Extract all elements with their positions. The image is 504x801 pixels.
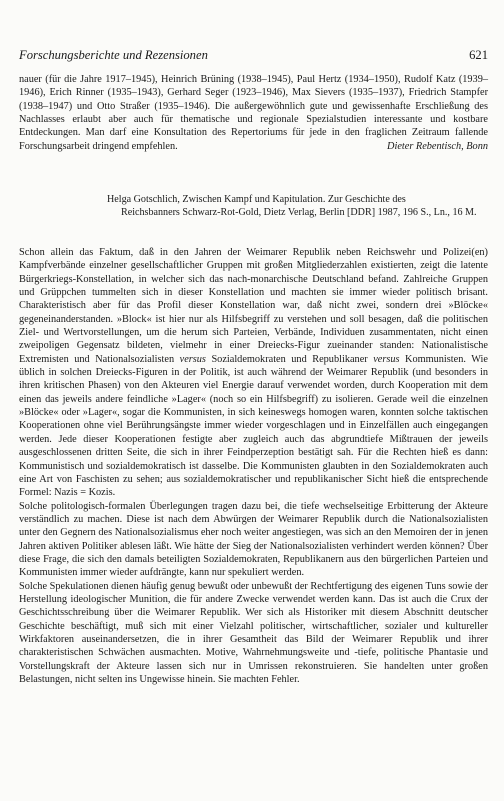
body-paragraph-3: Solche Spekulationen dienen häufig genug bewußt oder unbewußt der Rechtfertigung des eigenen Tuns sowie der Herstellung ideologischer Munition, die für andere Zwecke verwendet werden kann. Das ist auch die Crux der Geschichtsschreibung über die Weimarer Republik. Wer sich als Historiker mit diesem Abschnitt deutscher Geschichte beschäftigt, muß sich mit einer Vielzahl politischer, wirtschaftlicher, sozialer und kultureller Wirkfaktoren auseinandersetzen, die in ihrer Gesamtheit das Bild der Weimarer Republik und ihrer charakteristischen Schwächen ausmachten. Motive, Wahrnehmungsweite und -tiefe, politische Phantasie und Vorstellungskraft der Akteure lassen sich nur in Umrissen rekonstruieren. Sie handelten unter großen Belastungen, nicht selten ins Ungewisse hinein. Sie machten Fehler. [19, 580, 488, 685]
citation-rest: Reichsbanners Schwarz-Rot-Gold, Dietz Verlag, Berlin [DDR] 1987, 196 S., Ln., 16 M. [121, 207, 477, 219]
body-text: Schon allein das Faktum, daß in den Jahren der Weimarer Republik neben Reichswehr und Polizei(en) Kampfverbände einzelner gesellschaftlicher Gruppen mit großen Mitgliederzahlen existierten, zeigt die latente Bürgerkriegs-Konstellation, in welcher sich das nach-monarchische Deutschland befand. Zahlreiche Gruppen und Grüppchen tummelten sich in dieser Konstellation und machten sie immer wieder politisch brisant. Charakteristisch aber für das Profil dieser Konstellation war, daß nicht zwei, sondern drei »Blöcke« gegeneinanderstanden. »Block« ist hier nur als Hilfsbegriff zu verstehen und soll besagen, daß die politischen Ziel- und Wertvorstellungen, um die herum sich Parteien, Verbände, Individuen zusammentaten, nicht einen zweipoligen Gegensatz bildeten, vielmehr in einer Dreiecks-Figur zueinander standen: Nationalistische Extremisten und Nationalsozialisten [19, 247, 488, 365]
body-paragraph-1 [19, 246, 488, 500]
citation-first-line: Helga Gotschlich, Zwischen Kampf und Kapitulation. Zur Geschichte des [107, 194, 406, 205]
intro-text: nauer (für die Jahre 1917–1945), Heinrich Brüning (1938–1945), Paul Hertz (1934–1950), Rudolf Katz (1939–1946), Erich Rinner (1935–1943), Gerhard Seger (1923–1946), Max Sievers (1935–1937), Friedrich Stampfer (1938–1947) und Otto Straßer (1935–1946). Die außergewöhnlich gute und gewissenhafte Erschließung des Nachlasses erlaubt aber auch für thematische und regionale Spezialstudien interessante und kostbare Entdeckungen. Man darf eine Konsultation des Repertoriums für jede in den fraglichen Zeitraum fallende Forschungsarbeit dringend empfehlen. [19, 74, 488, 152]
body-text: Kommunisten. Wie üblich in solchen Dreiecks-Figuren in der Politik, ist auch während der Weimarer Republik (und besonders in ihren kritischen Phasen) von den Akteuren viel Energie darauf verwendet worden, durch Kooperation mit dem einen das jeweils andere feindliche »Lager« (noch so ein Hilfsbegriff) zu isolieren. Gerade weil die einzelnen »Blöcke« oder »Lager«, sogar die Kommunisten, in sich keineswegs homogen waren, konnten solche taktischen Kooperationen ohne viel Berührungsängste immer wieder vorgeschlagen und in Einzelfällen auch eingegangen werden. Jede dieser Kooperationen festigte aber zugleich auch das abgrundtiefe Mißtrauen der jeweils ausgeschlossenen dritten Seite, die sich in ihrer Feindperzeption bestätigt sah. Für die Rechten hieß es dann: Kommunistisch und sozialdemokratisch ist dasselbe. Die Kommunisten glaubten in den Sozialdemokraten auch eine Art von Faschisten zu sehen; aus sozialdemokratischer und republikanischer Sicht hieß die entsprechende Formel: Nazis = Kozis. [19, 353, 488, 499]
section-title: Forschungsberichte und Rezensionen [19, 48, 208, 62]
running-head [19, 48, 488, 62]
body-text: Sozialdemokraten und Republikaner [211, 353, 368, 365]
body-paragraph-2: Solche politologisch-formalen Überlegungen tragen dazu bei, die tiefe wechselseitige Erbitterung der Akteure verständlich zu machen. Diese ist nach dem Abwürgen der Weimarer Republik durch die Nationalsozialisten unter den Gegnern des Nationalsozialismus eher noch weiter angestiegen, was sich an den Memoiren der in jenen Jahren aktiven Politiker ablesen läßt. Wie hätte der Sieg der Nationalsozialisten verhindert werden können? Über diese Frage, die sich den damals beteiligten Sozialdemokraten, Republikanern aus den bürgerlichen Parteien und Kommunisten immer wieder aufdrängte, kann nur spekuliert werden. [19, 500, 488, 579]
review-citation [107, 193, 488, 220]
page-number: 621 [469, 48, 488, 62]
emphasis: versus [179, 353, 206, 365]
review-body [19, 246, 488, 686]
reviewer-signature: Dieter Rebentisch, Bonn [387, 140, 488, 152]
intro-paragraph [19, 73, 488, 153]
emphasis: versus [373, 353, 400, 365]
